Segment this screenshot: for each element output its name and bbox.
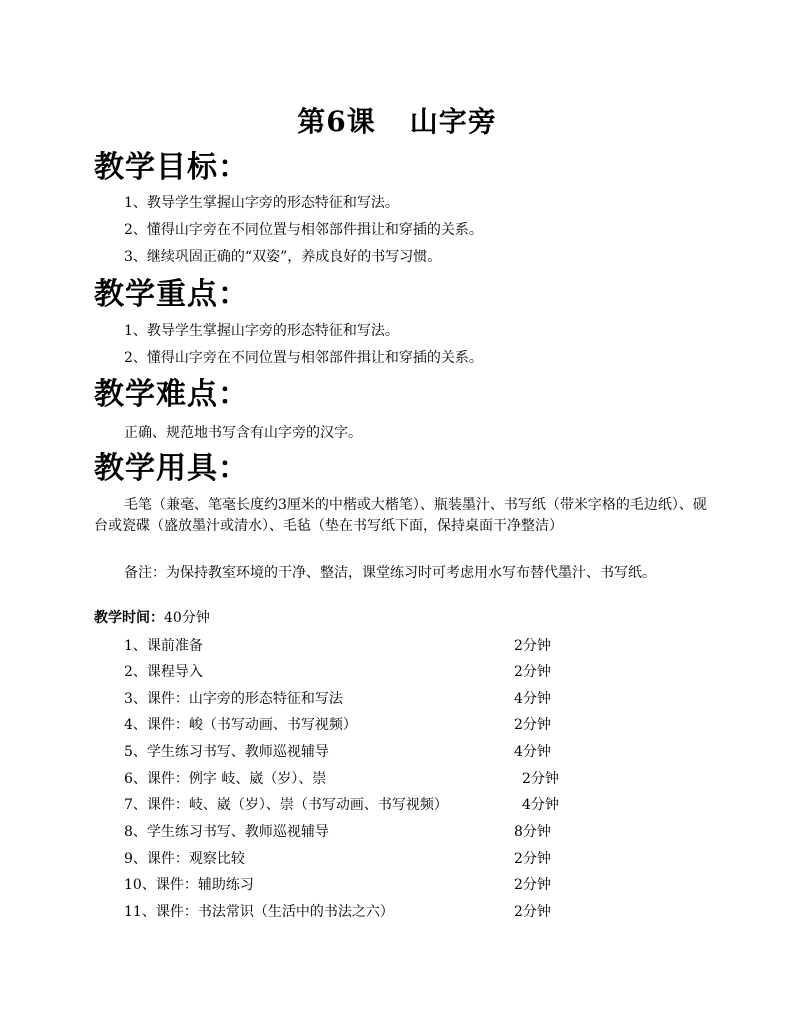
difficulties-heading: 教学难点：: [94, 377, 249, 412]
schedule-duration: 8分钟: [514, 824, 551, 840]
schedule-total: 40分钟: [164, 610, 210, 626]
lesson-title: [0, 100, 794, 140]
objective-item: 1、教导学生掌握山字旁的形态特征和写法。: [124, 195, 399, 211]
schedule-item: 7、课件：岐、崴（岁）、崇（书写动画、书写视频）: [124, 797, 448, 813]
schedule-item: 3、课件：山字旁的形态特征和写法: [124, 691, 343, 707]
schedule-duration: 2分钟: [522, 771, 559, 787]
tools-note: 备注：为保持教室环境的干净、整洁，课堂练习时可考虑用水写布替代墨汁、书写纸。: [124, 565, 656, 581]
key-points-heading: 教学重点：: [94, 277, 249, 312]
objectives-heading: 教学目标：: [94, 150, 249, 185]
schedule-duration: 4分钟: [514, 691, 551, 707]
lesson-number: 第6课: [297, 105, 376, 138]
key-point-item: 2、懂得山字旁在不同位置与相邻部件揖让和穿插的关系。: [124, 350, 483, 366]
objective-item: 2、懂得山字旁在不同位置与相邻部件揖让和穿插的关系。: [124, 222, 483, 238]
schedule-item: 9、课件：观察比较: [124, 851, 245, 867]
schedule-item: 1、课前准备: [124, 638, 203, 654]
schedule-item: 5、学生练习书写、教师巡视辅导: [124, 744, 329, 760]
schedule-item: 10、课件：辅助练习: [124, 877, 254, 893]
key-point-item: 1、教导学生掌握山字旁的形态特征和写法。: [124, 323, 399, 339]
schedule-duration: 4分钟: [514, 744, 551, 760]
schedule-duration: 2分钟: [514, 904, 551, 920]
schedule-item: 2、课程导入: [124, 664, 203, 680]
schedule-duration: 2分钟: [514, 638, 551, 654]
tools-text: 毛笔（兼毫、笔毫长度约3厘米的中楷或大楷笔）、瓶装墨汁、书写纸（带米字格的毛边纸）、砚台或瓷碟（盛放墨汁或清水）、毛毡（垫在书写纸下面，保持桌面干净整洁）: [94, 497, 707, 534]
schedule-item: 4、课件：峻（书写动画、书写视频）: [124, 717, 357, 733]
tools-heading: 教学用具：: [94, 451, 249, 486]
schedule-label: 教学时间：: [94, 610, 164, 626]
schedule-item: 8、学生练习书写、教师巡视辅导: [124, 824, 329, 840]
difficulty-text: 正确、规范地书写含有山字旁的汉字。: [124, 425, 362, 441]
schedule-duration: 2分钟: [514, 664, 551, 680]
tools-note-paragraph: [94, 563, 714, 584]
schedule-duration: 2分钟: [514, 877, 551, 893]
tools-paragraph: [94, 495, 714, 537]
objective-item: 3、继续巩固正确的“双姿”，养成良好的书写习惯。: [124, 249, 442, 265]
schedule-duration: 2分钟: [514, 851, 551, 867]
schedule-item: 11、课件：书法常识（生活中的书法之六）: [124, 904, 394, 920]
schedule-duration: 4分钟: [522, 797, 559, 813]
schedule-item: 6、课件：例字 岐、崴（岁）、崇: [124, 771, 327, 787]
lesson-topic: 山字旁: [409, 105, 497, 138]
schedule-header: [94, 609, 210, 627]
schedule-duration: 2分钟: [514, 717, 551, 733]
